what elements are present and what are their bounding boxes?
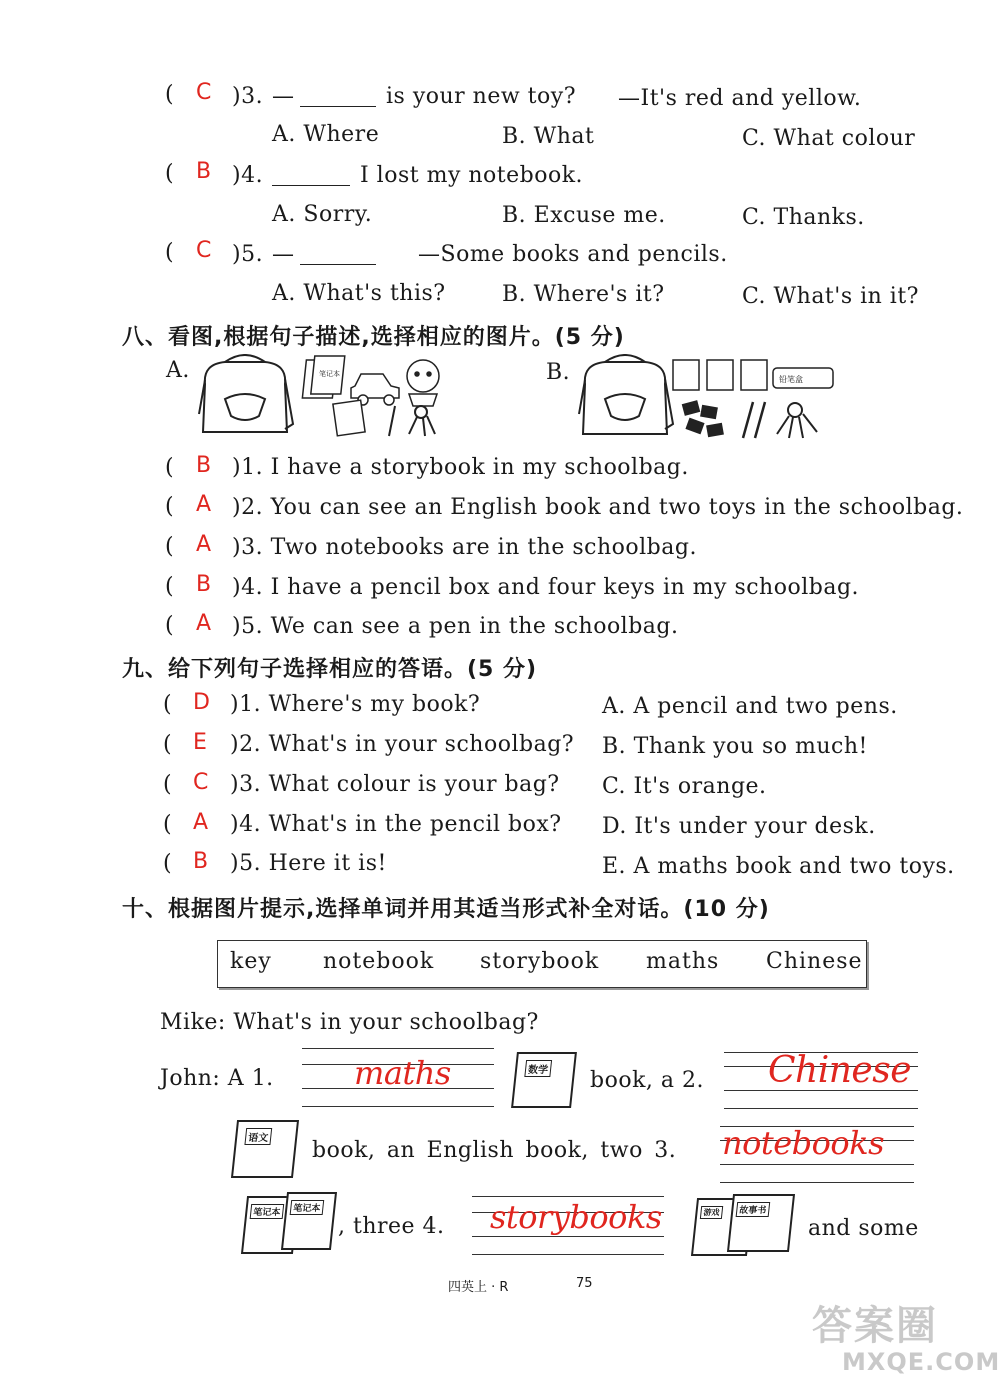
item-text: )3. Two notebooks are in the schoolbag. [232,535,697,560]
answer-7-4: B [196,159,212,184]
answer-9-3: C [193,770,209,795]
dialogue-fragment: and some [808,1216,919,1241]
question-number: )4. [232,163,264,188]
schoolbag-icon [199,355,293,432]
item-text: )5. Here it is! [230,851,387,876]
answer-10-2: Chinese [768,1050,912,1091]
blank-line [300,88,376,107]
response-option: A. A pencil and two pens. [602,694,898,719]
dice-toy-icon [682,400,724,437]
watermark-logo: 答案圈 [812,1303,938,1349]
page-number: 75 [576,1276,593,1291]
option-a: A. What's this? [272,281,446,306]
answer-9-1: D [193,690,210,715]
blank-line [300,246,376,265]
response-option: B. Thank you so much! [602,734,868,759]
item-text: )4. What's in the pencil box? [230,812,562,837]
word-bank [217,940,867,988]
option-b: B. Where's it? [502,282,665,307]
notebook-label: 笔记本 [250,1204,285,1219]
item-text: )2. You can see an English book and two toys in the schoolbag. [232,495,964,520]
pencils-icon [743,402,765,438]
dialogue-fragment: book, a 2. [590,1068,704,1093]
word-bank-item: maths [646,949,720,974]
question-number: )3. [232,84,264,109]
option-c: C. What's in it? [742,284,919,309]
dialogue-mike: Mike: What's in your schoolbag? [160,1010,539,1035]
paren-open: ( [165,613,175,638]
option-c: C. What colour [742,126,916,151]
answer-8-4: B [196,572,212,597]
answer-7-3: C [196,80,212,105]
pencil-box-label: 铅笔盒 [779,375,803,384]
option-a: A. Where [272,122,380,147]
paren-open: ( [165,161,175,186]
question-reply: —Some books and pencils. [418,242,728,267]
paren-open: ( [165,574,175,599]
paren-open: ( [163,692,173,717]
option-b: B. What [502,124,595,149]
option-b: B. Excuse me. [502,203,666,228]
paren-open: ( [163,732,173,757]
blank-line [272,167,350,186]
item-text: )4. I have a pencil box and four keys in my schoolbag. [232,575,860,600]
pen-icon [389,406,395,436]
storybook-icon [727,1194,795,1252]
response-option: C. It's orange. [602,774,767,799]
question-number: )5. [232,242,264,267]
english-book-icon [333,400,365,436]
answer-10-4: storybooks [490,1198,662,1236]
answer-8-3: A [196,532,212,557]
storybook-icon [673,360,767,390]
picture-a-label: A. [166,358,190,383]
paren-open: ( [165,240,175,265]
answer-9-5: B [193,849,209,874]
picture-a [195,354,450,438]
item-text: )1. I have a storybook in my schoolbag. [232,455,689,480]
picture-b [575,354,840,440]
paren-open: ( [165,82,175,107]
keys-icon [409,406,435,436]
word-bank-item: Chinese [766,949,863,974]
answer-9-2: E [193,730,207,755]
notebook-label: 笔记本 [319,370,340,378]
answer-10-1: maths [354,1054,451,1092]
paren-open: ( [163,812,173,837]
word-bank-item: key [230,949,272,974]
section8-heading: 八、看图,根据句子描述,选择相应的图片。(5 分) [122,325,625,350]
stem-dash: — [272,84,295,109]
watermark-url: MXQE.COM [842,1348,1000,1376]
dialogue-fragment: , three 4. [338,1214,445,1239]
response-option: E. A maths book and two toys. [602,854,955,879]
picture-b-label: B. [546,360,571,385]
answer-10-3: notebooks [722,1124,884,1162]
schoolbag-icon [579,355,673,434]
chinese-book-label: 语文 [244,1128,272,1145]
chinese-book-icon [231,1120,299,1178]
maths-book-icon [511,1052,577,1108]
answer-7-5: C [196,238,212,263]
paren-open: ( [163,851,173,876]
item-text: )3. What colour is your bag? [230,772,560,797]
maths-book-label: 数学 [524,1060,552,1077]
answer-8-5: A [196,611,212,636]
response-option: D. It's under your desk. [602,814,876,839]
paren-open: ( [163,772,173,797]
paren-open: ( [165,494,175,519]
question-reply: —It's red and yellow. [618,86,862,111]
section9-heading: 九、给下列句子选择相应的答语。(5 分) [122,657,538,682]
option-c: C. Thanks. [742,205,865,230]
storybook-label: 故事书 [736,1202,771,1217]
item-text: )1. Where's my book? [230,692,481,717]
option-a: A. Sorry. [272,202,373,227]
section10-heading: 十、根据图片提示,选择单词并用其适当形式补全对话。(10 分) [122,897,770,922]
footer-label: 四英上 · R [448,1280,509,1295]
word-bank-item: storybook [480,949,600,974]
doll-icon [407,360,439,406]
storybook-small-label: 游戏 [700,1206,723,1219]
answer-8-2: A [196,492,212,517]
question-stem: is your new toy? [386,84,576,109]
keys-icon [777,403,817,438]
dialogue-john: John: A 1. [160,1066,274,1091]
paren-open: ( [165,455,175,480]
item-text: )5. We can see a pen in the schoolbag. [232,614,679,639]
notebook-icon [281,1192,337,1250]
answer-9-4: A [193,810,209,835]
dialogue-fragment: book, an English book, two 3. [312,1138,677,1163]
stem-dash: — [272,242,295,267]
answer-8-1: B [196,453,212,478]
question-stem: I lost my notebook. [360,163,584,188]
paren-open: ( [165,534,175,559]
word-bank-item: notebook [323,949,435,974]
notebook-label: 笔记本 [290,1200,325,1215]
item-text: )2. What's in your schoolbag? [230,732,575,757]
